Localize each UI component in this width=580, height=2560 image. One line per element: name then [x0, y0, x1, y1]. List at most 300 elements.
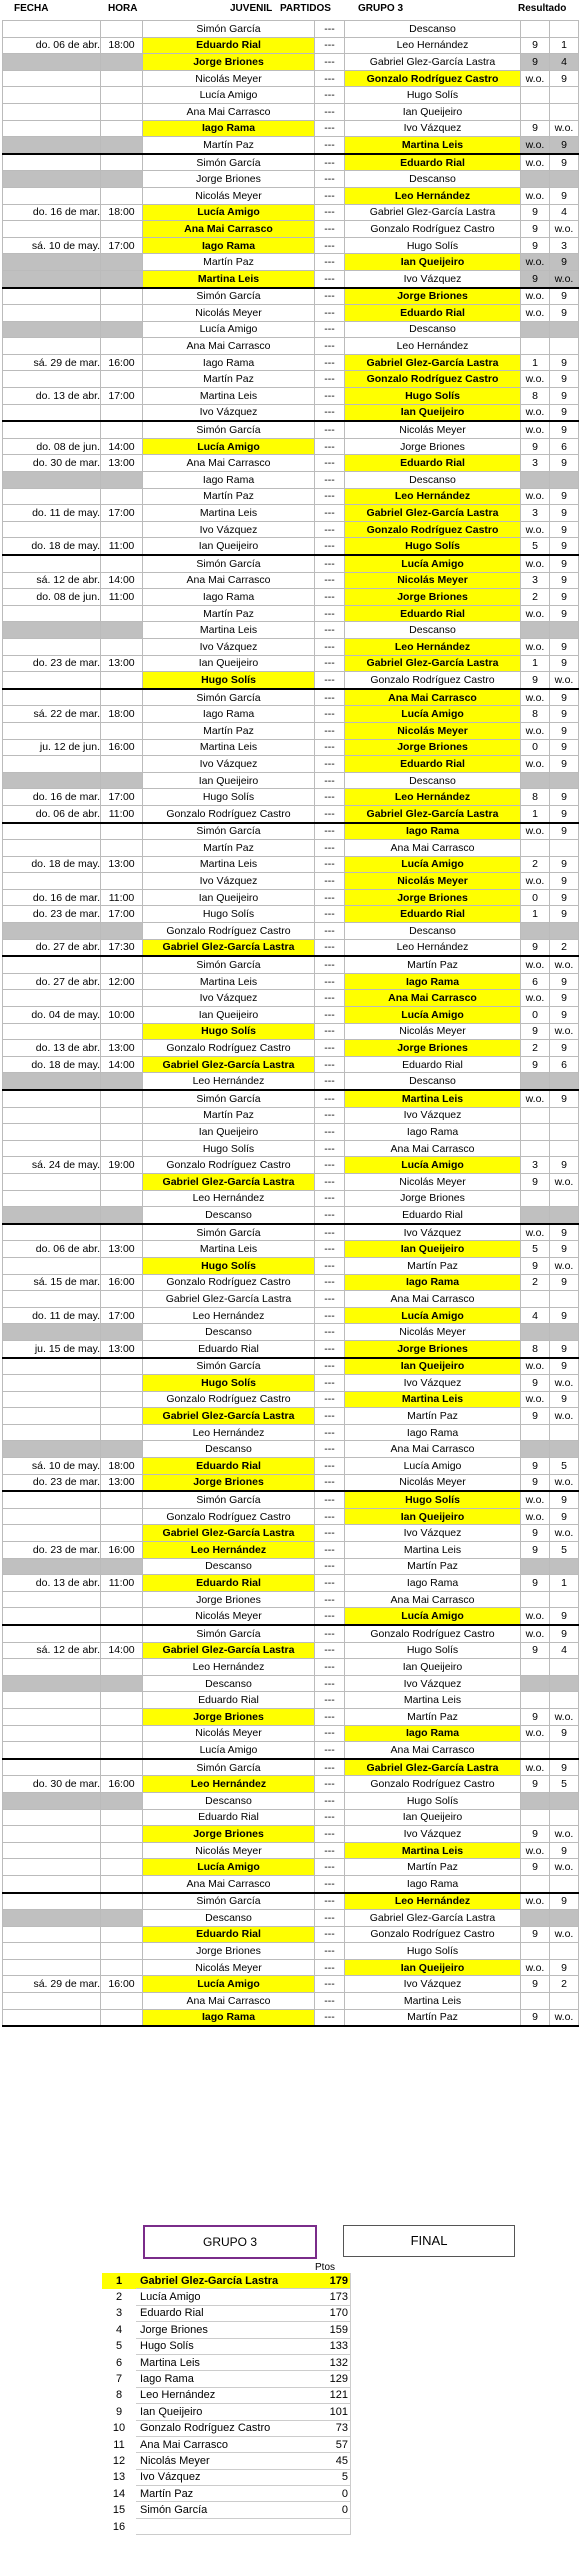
away-player: Martín Paz	[345, 1558, 521, 1575]
match-separator: ---	[315, 1625, 345, 1642]
away-player: Martín Paz	[345, 1708, 521, 1725]
match-date: do. 06 de abr.	[3, 1241, 101, 1258]
rank-position: 9	[115, 2405, 123, 2418]
home-player: Jorge Briones	[143, 1826, 315, 1843]
match-date: sá. 10 de may.	[3, 1458, 101, 1475]
away-player: Ana Mai Carrasco	[345, 990, 521, 1007]
match-separator: ---	[315, 1642, 345, 1659]
away-player: Descanso	[345, 321, 521, 338]
away-score	[550, 1692, 579, 1709]
match-date	[3, 672, 101, 689]
rank-position: 7	[115, 2373, 123, 2386]
away-player: Gabriel Glez-García Lastra	[345, 354, 521, 371]
ranking-row	[102, 2453, 351, 2469]
match-time: 18:00	[101, 204, 143, 221]
home-player: Simón García	[143, 1759, 315, 1776]
home-score: 8	[521, 388, 550, 405]
match-date	[3, 120, 101, 137]
match-row	[3, 1073, 579, 1090]
away-score: 9	[550, 187, 579, 204]
rank-position: 11	[113, 2438, 125, 2451]
match-row	[3, 87, 579, 104]
match-row	[3, 472, 579, 489]
match-row	[3, 655, 579, 672]
ranking-row	[102, 2338, 351, 2354]
match-time: 13:00	[101, 455, 143, 472]
ranking-row	[102, 2371, 351, 2387]
match-date	[3, 1993, 101, 2010]
home-player: Simón García	[143, 1224, 315, 1241]
away-score: 9	[550, 823, 579, 840]
match-separator: ---	[315, 521, 345, 538]
match-row	[3, 1007, 579, 1024]
match-separator: ---	[315, 305, 345, 322]
home-player: Descanso	[143, 1675, 315, 1692]
home-score	[521, 1809, 550, 1826]
match-time	[101, 371, 143, 388]
away-player: Jorge Briones	[345, 288, 521, 305]
away-player: Martín Paz	[345, 956, 521, 973]
away-score: 9	[550, 505, 579, 522]
match-date	[3, 1441, 101, 1458]
home-player: Leo Hernández	[143, 1307, 315, 1324]
match-date: do. 06 de abr.	[3, 805, 101, 822]
home-player: Descanso	[143, 1441, 315, 1458]
home-score	[521, 1591, 550, 1608]
match-time	[101, 1659, 143, 1676]
away-player: Ian Queijeiro	[345, 1241, 521, 1258]
match-date: do. 23 de mar.	[3, 655, 101, 672]
home-score: w.o.	[521, 521, 550, 538]
home-score: 9	[521, 1859, 550, 1876]
away-score	[550, 338, 579, 355]
rank-position: 12	[112, 2454, 126, 2467]
away-player: Gabriel Glez-García Lastra	[345, 1910, 521, 1927]
match-time: 13:00	[101, 655, 143, 672]
match-row	[3, 906, 579, 923]
match-time: 11:00	[101, 805, 143, 822]
ranking-row	[102, 2486, 351, 2502]
match-separator: ---	[315, 1659, 345, 1676]
match-row	[3, 354, 579, 371]
away-score: 9	[550, 589, 579, 606]
match-time	[101, 672, 143, 689]
match-separator: ---	[315, 1575, 345, 1592]
match-row	[3, 555, 579, 572]
match-row	[3, 1358, 579, 1375]
away-player: Jorge Briones	[345, 889, 521, 906]
match-date	[3, 1090, 101, 1107]
match-row	[3, 371, 579, 388]
away-player: Gonzalo Rodríguez Castro	[345, 371, 521, 388]
match-date	[3, 70, 101, 87]
match-separator: ---	[315, 472, 345, 489]
home-player: Lucía Amigo	[143, 1859, 315, 1876]
away-score: 9	[550, 1274, 579, 1291]
home-player: Gabriel Glez-García Lastra	[143, 939, 315, 956]
rank-name: Eduardo Rial	[136, 2305, 310, 2321]
match-date	[3, 638, 101, 655]
match-row	[3, 1090, 579, 1107]
home-score	[521, 840, 550, 857]
match-date	[3, 137, 101, 154]
match-row	[3, 204, 579, 221]
match-time: 17:00	[101, 388, 143, 405]
match-time: 16:00	[101, 354, 143, 371]
home-score: 9	[521, 1776, 550, 1793]
match-row	[3, 1040, 579, 1057]
home-player: Ana Mai Carrasco	[143, 455, 315, 472]
home-score: w.o.	[521, 1090, 550, 1107]
match-separator: ---	[315, 1375, 345, 1392]
away-score	[550, 923, 579, 940]
away-score: 9	[550, 1307, 579, 1324]
match-separator: ---	[315, 1725, 345, 1742]
home-score: w.o.	[521, 756, 550, 773]
rank-position: 10	[112, 2422, 126, 2435]
match-row	[3, 756, 579, 773]
home-score: 1	[521, 655, 550, 672]
match-date: sá. 15 de mar.	[3, 1274, 101, 1291]
away-score: 9	[550, 1391, 579, 1408]
match-time	[101, 1508, 143, 1525]
match-separator: ---	[315, 1742, 345, 1759]
away-player: Gabriel Glez-García Lastra	[345, 204, 521, 221]
rank-points: 173	[310, 2289, 351, 2305]
away-score: 9	[550, 254, 579, 271]
match-separator: ---	[315, 1408, 345, 1425]
home-player: Ivo Vázquez	[143, 756, 315, 773]
match-date: sá. 10 de may.	[3, 237, 101, 254]
rank-position: 5	[115, 2340, 123, 2353]
away-player: Lucía Amigo	[345, 706, 521, 723]
match-row	[3, 1625, 579, 1642]
match-row	[3, 1458, 579, 1475]
match-separator: ---	[315, 1391, 345, 1408]
rank-points: 0	[310, 2486, 351, 2502]
match-separator: ---	[315, 1224, 345, 1241]
match-date: do. 27 de abr.	[3, 973, 101, 990]
match-separator: ---	[315, 589, 345, 606]
home-score	[521, 772, 550, 789]
match-date	[3, 1826, 101, 1843]
home-player: Simón García	[143, 21, 315, 38]
match-row	[3, 1441, 579, 1458]
home-score	[521, 1993, 550, 2010]
away-score: 9	[550, 421, 579, 438]
match-separator: ---	[315, 1257, 345, 1274]
match-separator: ---	[315, 103, 345, 120]
home-player: Gonzalo Rodríguez Castro	[143, 1040, 315, 1057]
away-player: Nicolás Meyer	[345, 1324, 521, 1341]
match-time	[101, 1291, 143, 1308]
away-player: Lucía Amigo	[345, 1007, 521, 1024]
home-player: Nicolás Meyer	[143, 1608, 315, 1625]
match-date	[3, 187, 101, 204]
match-time	[101, 1692, 143, 1709]
match-separator: ---	[315, 1591, 345, 1608]
home-player: Gabriel Glez-García Lastra	[143, 1173, 315, 1190]
away-player: Ana Mai Carrasco	[345, 1140, 521, 1157]
match-date: sá. 12 de abr.	[3, 572, 101, 589]
match-time: 11:00	[101, 1575, 143, 1592]
away-player: Descanso	[345, 622, 521, 639]
match-row	[3, 923, 579, 940]
home-score	[521, 1441, 550, 1458]
home-score	[521, 1424, 550, 1441]
away-score: w.o.	[550, 2009, 579, 2026]
match-separator: ---	[315, 421, 345, 438]
away-score: 9	[550, 555, 579, 572]
away-score: 3	[550, 237, 579, 254]
home-score	[521, 622, 550, 639]
home-player: Lucía Amigo	[143, 438, 315, 455]
home-player: Eduardo Rial	[143, 1575, 315, 1592]
away-player: Nicolás Meyer	[345, 722, 521, 739]
match-time	[101, 21, 143, 38]
away-score: 9	[550, 538, 579, 555]
home-player: Hugo Solís	[143, 906, 315, 923]
away-player: Hugo Solís	[345, 388, 521, 405]
match-time	[101, 120, 143, 137]
away-player: Jorge Briones	[345, 1040, 521, 1057]
away-score: 9	[550, 889, 579, 906]
away-score	[550, 1742, 579, 1759]
match-date	[3, 1759, 101, 1776]
away-player: Ian Queijeiro	[345, 1508, 521, 1525]
match-date: do. 11 de may.	[3, 505, 101, 522]
away-player: Descanso	[345, 171, 521, 188]
home-player: Simón García	[143, 1491, 315, 1508]
away-player: Hugo Solís	[345, 87, 521, 104]
match-date	[3, 1943, 101, 1960]
home-score: 3	[521, 505, 550, 522]
away-player: Leo Hernández	[345, 37, 521, 54]
match-date	[3, 1926, 101, 1943]
away-player: Martina Leis	[345, 1090, 521, 1107]
match-time: 17:00	[101, 906, 143, 923]
away-player: Jorge Briones	[345, 438, 521, 455]
match-row	[3, 2009, 579, 2026]
match-separator: ---	[315, 1340, 345, 1357]
match-date	[3, 1291, 101, 1308]
rank-name: Gonzalo Rodríguez Castro	[136, 2420, 310, 2436]
home-player: Descanso	[143, 1910, 315, 1927]
match-date	[3, 1375, 101, 1392]
match-separator: ---	[315, 2009, 345, 2026]
away-player: Leo Hernández	[345, 488, 521, 505]
match-separator: ---	[315, 488, 345, 505]
away-score: 9	[550, 805, 579, 822]
match-separator: ---	[315, 438, 345, 455]
group-3-button[interactable]: GRUPO 3	[143, 2225, 317, 2259]
match-separator: ---	[315, 1474, 345, 1491]
rank-position: 16	[112, 2520, 126, 2533]
home-score: 9	[521, 1642, 550, 1659]
match-separator: ---	[315, 1073, 345, 1090]
header-resultado: Resultado	[518, 3, 567, 14]
match-row	[3, 1875, 579, 1892]
away-player: Ian Queijeiro	[345, 1358, 521, 1375]
away-score: 9	[550, 1358, 579, 1375]
match-time: 18:00	[101, 706, 143, 723]
away-player: Lucía Amigo	[345, 856, 521, 873]
match-row	[3, 404, 579, 421]
match-date	[3, 1625, 101, 1642]
match-row	[3, 338, 579, 355]
away-score: w.o.	[550, 672, 579, 689]
match-date	[3, 1324, 101, 1341]
rank-points: 5	[310, 2469, 351, 2485]
match-time	[101, 873, 143, 890]
away-player: Hugo Solís	[345, 538, 521, 555]
match-time	[101, 1375, 143, 1392]
home-score: 9	[521, 1458, 550, 1475]
home-score: 2	[521, 856, 550, 873]
match-row	[3, 154, 579, 171]
away-score: w.o.	[550, 1826, 579, 1843]
home-player: Nicolás Meyer	[143, 70, 315, 87]
ranking-row	[102, 2420, 351, 2436]
match-separator: ---	[315, 906, 345, 923]
match-separator: ---	[315, 354, 345, 371]
home-player: Simón García	[143, 288, 315, 305]
match-row	[3, 237, 579, 254]
match-separator: ---	[315, 137, 345, 154]
home-player: Hugo Solís	[143, 1140, 315, 1157]
match-separator: ---	[315, 689, 345, 706]
match-separator: ---	[315, 1708, 345, 1725]
away-player: Jorge Briones	[345, 1340, 521, 1357]
match-separator: ---	[315, 672, 345, 689]
home-score	[521, 1692, 550, 1709]
match-separator: ---	[315, 338, 345, 355]
match-date	[3, 1675, 101, 1692]
home-player: Descanso	[143, 1558, 315, 1575]
home-score: 2	[521, 1274, 550, 1291]
match-time: 11:00	[101, 538, 143, 555]
away-player: Ivo Vázquez	[345, 1675, 521, 1692]
home-score: w.o.	[521, 956, 550, 973]
match-row	[3, 1340, 579, 1357]
away-score	[550, 1190, 579, 1207]
match-date	[3, 21, 101, 38]
away-score	[550, 1291, 579, 1308]
match-time: 11:00	[101, 589, 143, 606]
match-separator: ---	[315, 237, 345, 254]
away-score: 4	[550, 1642, 579, 1659]
match-date	[3, 1408, 101, 1425]
away-player: Jorge Briones	[345, 589, 521, 606]
home-score: 9	[521, 270, 550, 287]
home-score: 9	[521, 1976, 550, 1993]
final-button[interactable]: FINAL	[343, 2225, 515, 2257]
home-score: 6	[521, 973, 550, 990]
away-score: 9	[550, 354, 579, 371]
rank-position: 13	[112, 2471, 126, 2484]
home-score: w.o.	[521, 605, 550, 622]
match-time	[101, 1893, 143, 1910]
away-score: 5	[550, 1776, 579, 1793]
match-time	[101, 1190, 143, 1207]
match-time	[101, 1558, 143, 1575]
away-score	[550, 171, 579, 188]
home-score: 9	[521, 1023, 550, 1040]
away-score	[550, 21, 579, 38]
away-score: 9	[550, 739, 579, 756]
away-player: Martín Paz	[345, 1859, 521, 1876]
home-score: w.o.	[521, 70, 550, 87]
match-separator: ---	[315, 371, 345, 388]
match-date	[3, 1073, 101, 1090]
away-player: Leo Hernández	[345, 338, 521, 355]
match-row	[3, 1809, 579, 1826]
match-row	[3, 805, 579, 822]
rank-points: 132	[310, 2354, 351, 2370]
match-time: 11:00	[101, 889, 143, 906]
home-player: Lucía Amigo	[143, 204, 315, 221]
home-player: Jorge Briones	[143, 1474, 315, 1491]
match-date	[3, 622, 101, 639]
away-score: 9	[550, 638, 579, 655]
home-player: Martina Leis	[143, 973, 315, 990]
match-time	[101, 1926, 143, 1943]
match-row	[3, 1140, 579, 1157]
match-time	[101, 622, 143, 639]
match-separator: ---	[315, 404, 345, 421]
match-date: do. 18 de may.	[3, 538, 101, 555]
match-separator: ---	[315, 1893, 345, 1910]
match-time	[101, 171, 143, 188]
match-date	[3, 1692, 101, 1709]
home-player: Martina Leis	[143, 388, 315, 405]
match-time	[101, 823, 143, 840]
away-score	[550, 1659, 579, 1676]
away-player: Eduardo Rial	[345, 154, 521, 171]
match-row	[3, 1859, 579, 1876]
rank-position: 15	[112, 2504, 126, 2517]
away-player: Gonzalo Rodríguez Castro	[345, 672, 521, 689]
match-row	[3, 1391, 579, 1408]
match-row	[3, 823, 579, 840]
match-date: sá. 22 de mar.	[3, 706, 101, 723]
rank-points	[310, 2518, 351, 2534]
away-score: 9	[550, 722, 579, 739]
match-time	[101, 1708, 143, 1725]
home-player: Descanso	[143, 1207, 315, 1224]
match-date	[3, 1224, 101, 1241]
away-player: Ana Mai Carrasco	[345, 1742, 521, 1759]
ptos-label: Ptos	[315, 2262, 336, 2273]
home-score: w.o.	[521, 288, 550, 305]
match-separator: ---	[315, 1859, 345, 1876]
match-date	[3, 1809, 101, 1826]
match-time	[101, 1441, 143, 1458]
home-score: w.o.	[521, 1893, 550, 1910]
away-score: 9	[550, 1508, 579, 1525]
away-player: Gonzalo Rodríguez Castro	[345, 521, 521, 538]
home-player: Nicolás Meyer	[143, 1725, 315, 1742]
match-date	[3, 1893, 101, 1910]
home-player: Martín Paz	[143, 254, 315, 271]
match-row	[3, 1926, 579, 1943]
away-player: Martina Leis	[345, 1542, 521, 1559]
home-player: Eduardo Rial	[143, 1692, 315, 1709]
match-row	[3, 1591, 579, 1608]
match-separator: ---	[315, 789, 345, 806]
match-date	[3, 371, 101, 388]
match-date	[3, 1023, 101, 1040]
